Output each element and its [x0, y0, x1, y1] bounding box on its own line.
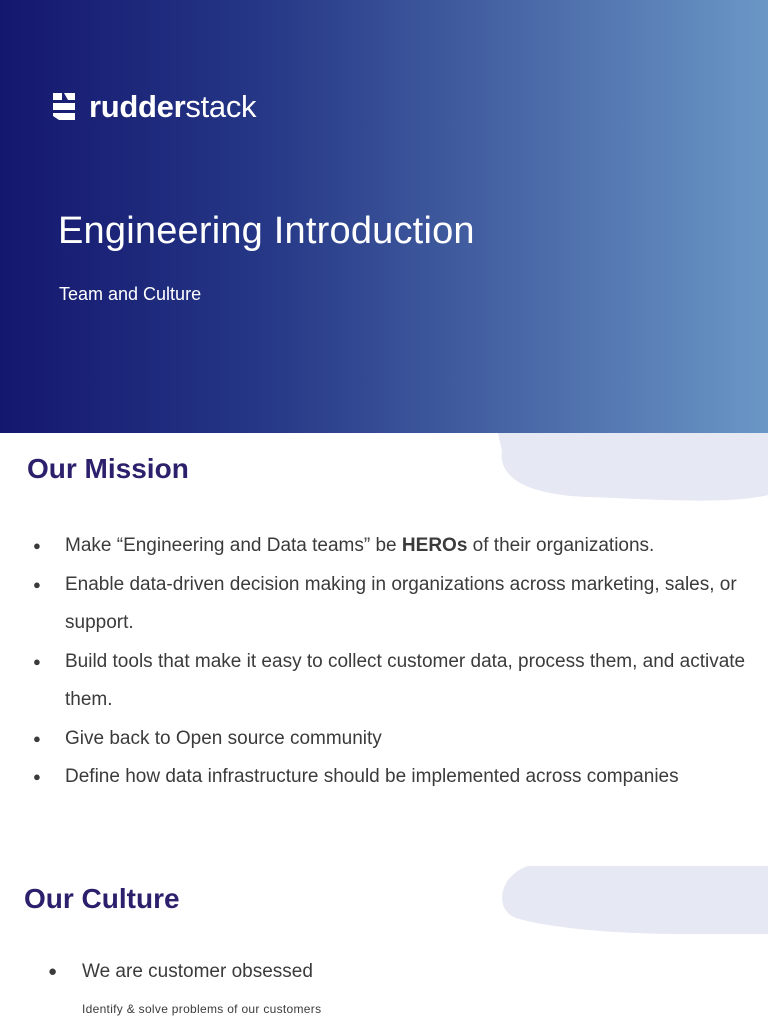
decorative-blob	[498, 433, 768, 503]
mission-item-open-source: ● Give back to Open source community	[33, 720, 753, 759]
mission-item-build-tools: ● Build tools that make it easy to collect customer data, process them, and activate them.	[33, 643, 753, 720]
hero-banner	[0, 0, 768, 433]
mission-item-heroes-before: Make “Engineering and Data teams” be	[65, 535, 402, 556]
mission-item-data-infra: ● Define how data infrastructure should be implemented across companies	[33, 758, 753, 797]
decorative-blob	[498, 866, 768, 934]
culture-heading: Our Culture	[24, 883, 180, 914]
brand-wordmark	[89, 91, 256, 122]
rudderstack-logo-icon	[53, 93, 75, 121]
brand-wordmark-light: stack	[185, 89, 257, 124]
mission-heading: Our Mission	[27, 453, 189, 484]
page-subtitle: Team and Culture	[59, 284, 202, 304]
page-title: Engineering Introduction	[58, 210, 475, 252]
culture-list	[48, 953, 748, 991]
brand-logo	[53, 91, 256, 122]
brand-wordmark-strong: rudder	[89, 89, 186, 124]
mission-list	[33, 527, 753, 797]
mission-item-heroes-bold: HEROs	[401, 535, 468, 556]
culture-item-customer-obsessed: ● We are customer obsessed	[48, 953, 748, 991]
mission-item-heroes	[33, 527, 753, 566]
mission-item-heroes-after: of their organizations.	[467, 535, 655, 556]
mission-item-data-driven: ● Enable data-driven decision making in organizations across marketing, sales, or support.	[33, 566, 753, 643]
culture-item-subtext: Identify & solve problems of our customers	[82, 1002, 322, 1016]
